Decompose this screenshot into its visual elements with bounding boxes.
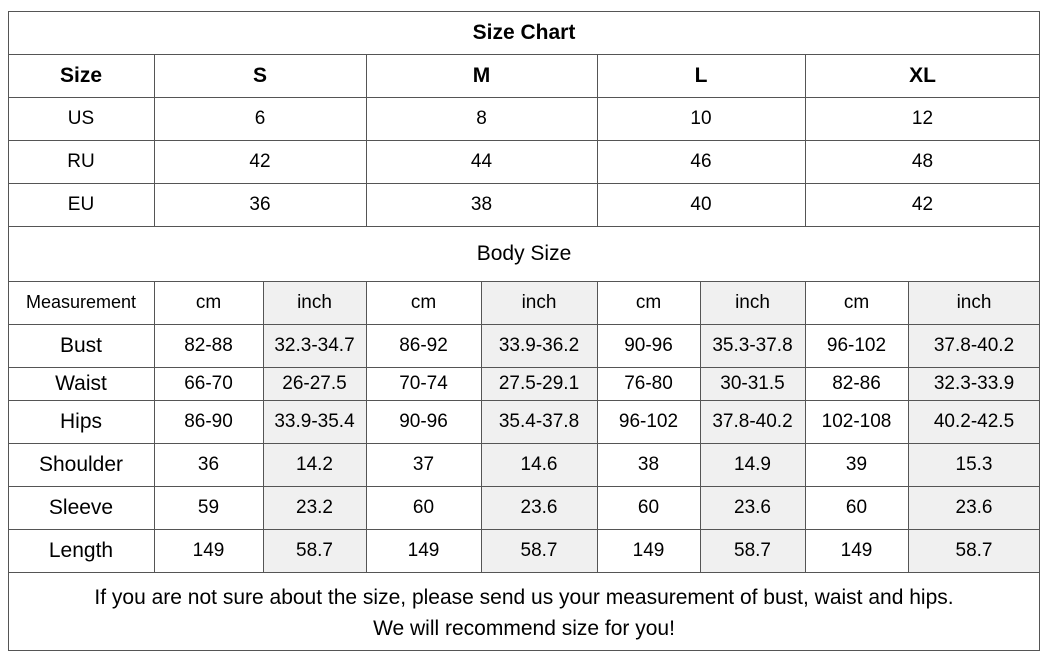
measurement-value: 86-92 — [399, 334, 448, 356]
measurement-value: 58.7 — [263, 529, 366, 572]
measurement-value: 23.6 — [481, 486, 597, 529]
measurement-value: 66-70 — [184, 372, 233, 394]
size-header-l: L — [694, 63, 708, 87]
conversion-value: 10 — [690, 107, 712, 129]
grid-line — [366, 281, 367, 572]
measurement-value: 76-80 — [624, 372, 673, 394]
measurement-label: Length — [48, 538, 114, 562]
measurement-value: 14.6 — [481, 443, 597, 486]
measurement-value: 14.9 — [700, 443, 805, 486]
measurement-value: 26-27.5 — [263, 367, 366, 400]
grid-line — [805, 281, 806, 572]
conversion-row-eu — [8, 183, 1040, 226]
measurement-value: 149 — [407, 539, 440, 561]
measurement-value: 58.7 — [908, 529, 1040, 572]
conversion-value: 44 — [470, 150, 493, 172]
size-header-s: S — [252, 63, 267, 87]
grid-line — [8, 183, 1040, 184]
grid-line — [8, 572, 1040, 573]
measurement-value: 59 — [197, 496, 220, 518]
measurement-value: 40.2-42.5 — [908, 400, 1040, 443]
conversion-value: 6 — [254, 107, 266, 129]
grid-line — [8, 367, 1040, 368]
grid-line — [8, 11, 9, 651]
measurement-value: 32.3-33.9 — [908, 367, 1040, 400]
measurement-value: 60 — [845, 496, 868, 518]
grid-line — [597, 281, 598, 572]
conversion-value: 42 — [911, 193, 934, 215]
grid-line — [8, 650, 1040, 651]
measurement-value: 82-88 — [184, 334, 233, 356]
measurement-value: 58.7 — [481, 529, 597, 572]
chart-title: Size Chart — [472, 20, 576, 44]
measurement-value: 60 — [637, 496, 660, 518]
grid-line — [8, 400, 1040, 401]
unit-cm: cm — [410, 291, 437, 313]
grid-line — [8, 443, 1040, 444]
note-line-2: We will recommend size for you! — [373, 617, 675, 640]
measurement-value: 102-108 — [821, 410, 892, 432]
unit-cm: cm — [843, 291, 870, 313]
measurement-value: 90-96 — [624, 334, 673, 356]
measurement-value: 30-31.5 — [700, 367, 805, 400]
measurement-value: 37.8-40.2 — [700, 400, 805, 443]
measurement-value: 60 — [412, 496, 435, 518]
unit-cm: cm — [195, 291, 222, 313]
size-header-m: M — [472, 63, 491, 87]
measurement-label: Shoulder — [38, 452, 124, 476]
grid-line — [154, 281, 155, 572]
size-chart-table — [8, 11, 1040, 651]
conversion-value: 46 — [690, 150, 712, 172]
conversion-value: 36 — [249, 193, 271, 215]
conversion-value: 12 — [911, 107, 934, 129]
measurement-value: 96-102 — [826, 334, 887, 356]
measurement-value: 35.3-37.8 — [700, 324, 805, 367]
grid-line — [700, 281, 701, 572]
measurement-value: 82-86 — [832, 372, 881, 394]
measurement-row-bust — [8, 324, 1040, 367]
grid-line — [8, 529, 1040, 530]
conversion-label: US — [67, 107, 95, 129]
measurement-value: 58.7 — [700, 529, 805, 572]
measurement-label: Waist — [55, 371, 107, 395]
grid-line — [481, 281, 482, 572]
unit-cm: cm — [635, 291, 662, 313]
measurement-value: 96-102 — [618, 410, 679, 432]
grid-line — [8, 324, 1040, 325]
grid-line — [8, 140, 1040, 141]
conversion-value: 48 — [911, 150, 934, 172]
measurement-header: Measurement — [25, 292, 137, 312]
measurement-value: 14.2 — [263, 443, 366, 486]
units-header-row — [8, 281, 1040, 324]
grid-line — [8, 281, 1040, 282]
measurement-value: 15.3 — [908, 443, 1040, 486]
grid-line — [154, 54, 155, 226]
measurement-row-waist — [8, 367, 1040, 400]
grid-line — [366, 54, 367, 226]
conversion-value: 42 — [249, 150, 271, 172]
measurement-value: 70-74 — [399, 372, 448, 394]
unit-inch: inch — [908, 281, 1040, 324]
grid-line — [8, 11, 1040, 12]
note-line-1: If you are not sure about the size, please send us your measurement of bust, waist and hips. — [94, 586, 954, 609]
measurement-value: 23.2 — [263, 486, 366, 529]
measurement-value: 149 — [840, 539, 873, 561]
measurement-value: 149 — [192, 539, 225, 561]
unit-inch: inch — [481, 281, 597, 324]
title-row — [8, 11, 1040, 54]
measurement-value: 35.4-37.8 — [481, 400, 597, 443]
unit-inch: inch — [263, 281, 366, 324]
measurement-row-sleeve — [8, 486, 1040, 529]
measurement-value: 33.9-36.2 — [481, 324, 597, 367]
measurement-label: Hips — [59, 409, 102, 433]
measurement-label: Bust — [59, 333, 103, 357]
conversion-value: 38 — [470, 193, 493, 215]
measurement-value: 90-96 — [399, 410, 448, 432]
body-size-title-row — [8, 226, 1040, 281]
conversion-row-us — [8, 97, 1040, 140]
measurement-value: 23.6 — [908, 486, 1040, 529]
measurement-value: 37.8-40.2 — [908, 324, 1040, 367]
grid-line — [8, 486, 1040, 487]
measurement-row-shoulder — [8, 443, 1040, 486]
unit-inch: inch — [700, 281, 805, 324]
conversion-label: EU — [67, 193, 95, 215]
size-header-label: Size — [59, 63, 103, 87]
size-header-xl: XL — [909, 63, 936, 87]
conversion-value: 8 — [476, 107, 487, 129]
grid-line — [8, 97, 1040, 98]
size-header-row — [8, 54, 1040, 97]
body-size-title: Body Size — [476, 241, 572, 265]
grid-line — [1039, 11, 1040, 651]
measurement-label: Sleeve — [48, 495, 114, 519]
measurement-row-length — [8, 529, 1040, 572]
conversion-value: 40 — [690, 193, 712, 215]
measurement-value: 33.9-35.4 — [263, 400, 366, 443]
measurement-value: 23.6 — [700, 486, 805, 529]
measurement-value: 37 — [412, 453, 435, 475]
measurement-value: 32.3-34.7 — [263, 324, 366, 367]
grid-line — [805, 54, 806, 226]
measurement-value: 86-90 — [184, 410, 233, 432]
measurement-value: 149 — [632, 539, 665, 561]
grid-line — [597, 54, 598, 226]
grid-line — [908, 281, 909, 572]
measurement-value: 39 — [845, 453, 868, 475]
measurement-value: 36 — [197, 453, 220, 475]
grid-line — [8, 54, 1040, 55]
measurement-row-hips — [8, 400, 1040, 443]
grid-line — [263, 281, 264, 572]
measurement-value: 27.5-29.1 — [481, 367, 597, 400]
conversion-row-ru — [8, 140, 1040, 183]
conversion-label: RU — [67, 150, 95, 172]
grid-line — [8, 226, 1040, 227]
measurement-value: 38 — [637, 453, 660, 475]
